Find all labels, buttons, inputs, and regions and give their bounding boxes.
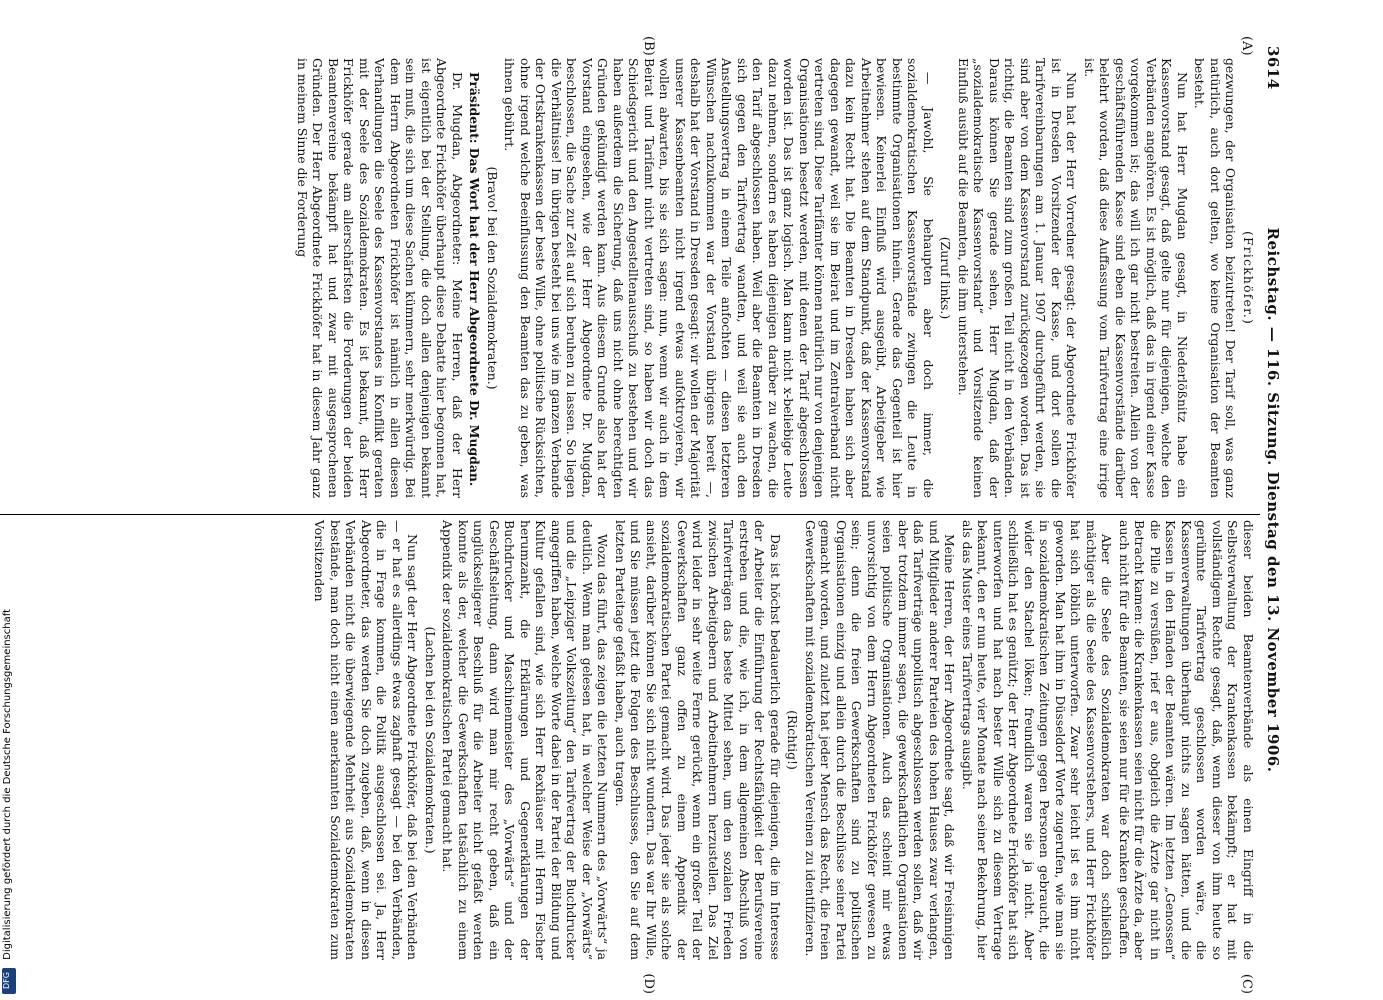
paragraph: Nun sagt der Herr Abgeordnete Frickhöfer, daß bei den Verbänden — er hat es allerdings etwas zaghaft gesagt — bei den Verbänden, die in Frage kommen, die Politik ausgeschlossen sei. Ja, Herr Abgeordneter, das werden Sie doch zugeben, daß, wenn in diesen Verbänden nicht die überwiegende Mehrheit aus Sozialdemokraten bestände, man doch nicht einen anerkannten Sozialdemokraten zum Vorsitzenden xyxy=(312,520,421,960)
paragraph: Dr. Mugdan, Abgeordneter: Meine Herren, daß der Herr Abgeordnete Frickhöfer überhaupt diese Debatte hier begonnen hat, ist eigentlich bei der Stellung, die doch allen denjenigen bekannt sein muß, die sich um diese Sachen kümmern, sehr merkwürdig. Bei dem Herrn Abgeordneten Frickhöfer ist nämlich in allen diesen Verhandlungen die Seele des Kassenvorstandes in Konflikt geraten mit der Seele des Sozialdemokraten. Es ist bekannt, daß Herr Frickhöfer gerade am allerschärfsten die Forderungen der beiden Beamtenvereine bekämpft hat und zwar mit ausgesprochenen Gründen. Der Herr Abgeordnete Frickhöfer hat in diesem Jahr ganz in meinem Sinne die Forderung xyxy=(295,58,465,498)
paragraph: — Jawohl, Sie behaupten aber doch immer, die sozialdemokratischen Kassenvorstände zwingen die Leute in bestimmte Organisationen hinein. Gerade das Gegenteil ist hier bewiesen. Keinerlei Einfluß wird ausgeübt, Arbeitgeber wie Arbeitnehmer stehen auf dem Standpunkt, daß der Kassenvorstand dazu kein Recht hat. Die Beamten in Dresden haben sich aber dagegen gewandt, weil sie im Beirat und im Zentralverband nicht vertreten sind. Diese Tarifämter können natürlich nur von denjenigen Organisationen besetzt werden, mit denen der Tarif abgeschlossen worden ist. Das ist ganz logisch. Man kann nicht x-beliebige Leute dazu nehmen, sondern es haben diejenigen darüber zu wachen, die den Tarif abgeschlossen haben. Weil aber die Beamten in Dresden sich gegen den Tarifvertrag wandten, und weil sie auch den Anstellungsvertrag in einem Teile anfochten — diesen letzteren Wünschen nachzukommen war der Vorstand übrigens bereit —, deshalb hat der Vorstand in Dresden gesagt: wir wollen der Majorität unserer Kassenbeamten nicht irgend etwas aufoktroyieren, wir wollen abwarten, bis sie sich sagen: nun, wenn wir auch in dem Beirat und Tarifamt nicht vertreten sind, so haben wir doch das Schiedsgericht und den Angestelltenausschuß zu bestehen und wir haben außerdem die Sicherung, daß uns nicht ohne berechtigten Gründen gekündigt werden kann. Aus diesem Grunde also hat der Vorstand eingesehen, wie der Herr Abgeordnete Dr. Mugdan, beschlossen, die Sache zur Zeit auf sich beruhen zu lassen. So liegen die Verhältnisse! Im übrigen besteht bei uns wie im ganzen Verbande der Ortskrankenkassen der beste Wille, ohne politische Rücksichten, ohne irgend welche Beeinflussung den Beamten das zu geben, was ihnen gebührt. xyxy=(502,58,936,498)
credit-text: Digitalisierung gefördert durch die Deutsche Forschungsgemeinschaft xyxy=(2,609,13,960)
paragraph: dieser beiden Beamtenverbände als einen Eingriff in die Selbstverwaltung der Krankenkassen bekämpft; er hat mit vollständigem Rechte gesagt, daß, wenn dieser von ihm heute so gerühmte Tarifvertrag geschlossen worden wäre, die Kassenverwaltungen überhaupt nichts zu sagen hätten, und die Kassen in den Händen der Beamten wären. Im letzten „Genossen“ die Pille zu versüßen, rief er aus, obgleich die Ärzte gar nicht in Betracht kamen: die Krankenkassen seien nicht für die Ärzte da, aber auch nicht für die Beamten, sie seien nur für die Kranken geschaffen. xyxy=(1117,520,1256,960)
page-header xyxy=(1260,36,1286,964)
column-divider xyxy=(0,514,1260,515)
paragraph: Nun hat Herr Mugdan gesagt, in Niederlößnitz habe ein Kassenvorstand gesagt, daß gelte nur für diejenigen, welche den Verbänden angehören. Es ist möglich, daß das in irgend einer Kasse vorgekommen ist; das will ich gar nicht bestreiten. Allein von der geschäftsführenden Kasse sind eben die Kassenvorstände darüber belehrt worden, daß diese Auffassung vom Tarifvertrag eine irrige ist. xyxy=(1082,58,1190,498)
left-column xyxy=(0,58,1256,498)
margin-marker-d: (D) xyxy=(641,973,656,994)
page-number: 3614 xyxy=(1264,46,1282,90)
paragraph: Nun hat der Herr Vorredner gesagt: der Abgeordnete Frickhöfer ist in Dresden Vorsitzender der Kasse, und dort sollen die Tarifvereinbarungen am 1. Januar 1907 durchgeführt werden, sie sind aber von dem Kassenvorstand zurückgezogen worden. Das ist richtig, die Beamten sind zum großen Teil nicht in den Verbänden. Daraus können Sie gerade sehen, Herr Mugdan, daß der „sozialdemokratische Kassenvorstand“ und Vorsitzende keinen Einfluß ausübt auf die Beamten, die ihm unterstehen. xyxy=(956,58,1080,498)
paragraph: Aber die Seele des Sozialdemokraten war doch schließlich mächtiger als die Seele des Kassenvorstehers, und Herr Frickhöfer hat sich löblich unterworfen. Zwar sehr leicht ist es ihm nicht geworden. Man hat ihm in Düsseldorf Worte zugerufen, wie man sie in sozialdemokratischen Zeitungen gegen Personen gebraucht, die wider den Stachel löken; freundlich waren sie ja nicht. Aber schließlich hat es genützt; der Herr Abgeordnete Frickhöfer hat sich unterworfen und hat nach bester Wille sich zu diesem Vertrage bekannt, den er nun heute, vier Monate nach seiner Bekehrung, hier als das Muster eines Tarifvertrags ausgibt. xyxy=(960,520,1115,960)
margin-marker-c: (C) xyxy=(1239,973,1254,994)
paragraph: gezwungen, der Organisation beizutreten! Der Tarif soll, was ganz natürlich, auch dort gelten, wo keine Organisation der Beamten besteht. xyxy=(1192,58,1239,498)
margin-marker-a: (A) xyxy=(1239,36,1254,56)
interjection: (Bravo! bei den Sozialdemokraten.) xyxy=(485,166,500,390)
page-title: Reichstag. — 116. Sitzung. Dienstag den 13. November 1906. xyxy=(1264,227,1282,773)
speaker-heading: (Frickhöfer.) xyxy=(1241,230,1256,326)
interjection: (Lachen bei den Sozialdemokraten.) xyxy=(423,626,438,854)
interjection: (Zuruf links.) xyxy=(938,236,954,320)
right-column xyxy=(0,520,1256,960)
margin-marker-b: (B) xyxy=(641,36,656,56)
paragraph: Das ist höchst bedauerlich gerade für diejenigen, die im Interesse der Arbeiter die Einführung der Rechtsfähigkeit der Berufsvereine erstreben und die, wie ich, in dem allgemeinen Abschluß von Tarifverträgen das beste Mittel sehen, um den sozialen Frieden zwischen Arbeitgebern und Arbeitnehmern herzustellen. Das Ziel wird leider in sehr weite Ferne gerückt, wenn ein großer Teil der Gewerkschaften ganz offen zu einem Appendix der sozialdemokratischen Partei gemacht wird. Das jeder sie als solche ansieht, darüber können Sie sich nicht wundern. Das war Ihr Wille, und Sie müssen jetzt die Folgen des Beschlusses, den Sie auf dem letzten Parteitage gefaßt haben, auch tragen. xyxy=(613,520,783,960)
interjection: (Richtig!) xyxy=(785,710,801,770)
dfg-logo-text: DFG xyxy=(2,972,11,990)
paragraph: Wozu das führt, das zeigen die letzten Nummern des „Vorwärts“ ja deutlich. Wenn man gelesen hat, in welcher Weise der „Vorwärts“ und die „Leipziger Volkszeitung“ den Tarifvertrag der Buchdrucker angegriffen haben, welche Worte dabei in der Partei der Bildung und Kultur gefallen sind, wie sich Herr Rexhäuser mit Herrn Fischer herumzankt, die Erklärungen und Gegenerklärungen der Buchdrucker und Maschinenmeister des „Vorwärts“ und der Geschäftsleitung, dann wird man mir recht geben, daß ein unglückseligerer Beschluß für die Arbeiter nicht gefaßt werden konnte als der, welcher die Gewerkschaften tatsächlich zu einem Appendix der sozialdemokratischen Partei gemacht hat. xyxy=(440,520,611,960)
paragraph: Meine Herren, der Herr Abgeordnete sagt, daß wir Freisinnigen und Mitglieder anderer Parteien des hohen Hauses zwar verlangen, daß Tarifverträge unpolitisch abgeschlossen werden sollen, daß wir aber trotzdem immer sagen, die gewerkschaftlichen Organisationen seien politische Organisationen. Auch das scheint mir etwas unvorsichtig von dem Herrn Abgeordneten Frickhöfer gewesen zu sein; denn die freien Gewerkschaften sind zu politischen Organisationen einzig und allein durch die Beschlüsse seiner Partei gemacht worden, und zuletzt hat jeder Mensch das Recht, die freien Gewerkschaften mit sozialdemokratischen Vereinen zu identifizieren. xyxy=(803,520,958,960)
president-statement: Präsident: Das Wort hat der Herr Abgeordnete Dr. Mugdan. xyxy=(467,72,483,487)
